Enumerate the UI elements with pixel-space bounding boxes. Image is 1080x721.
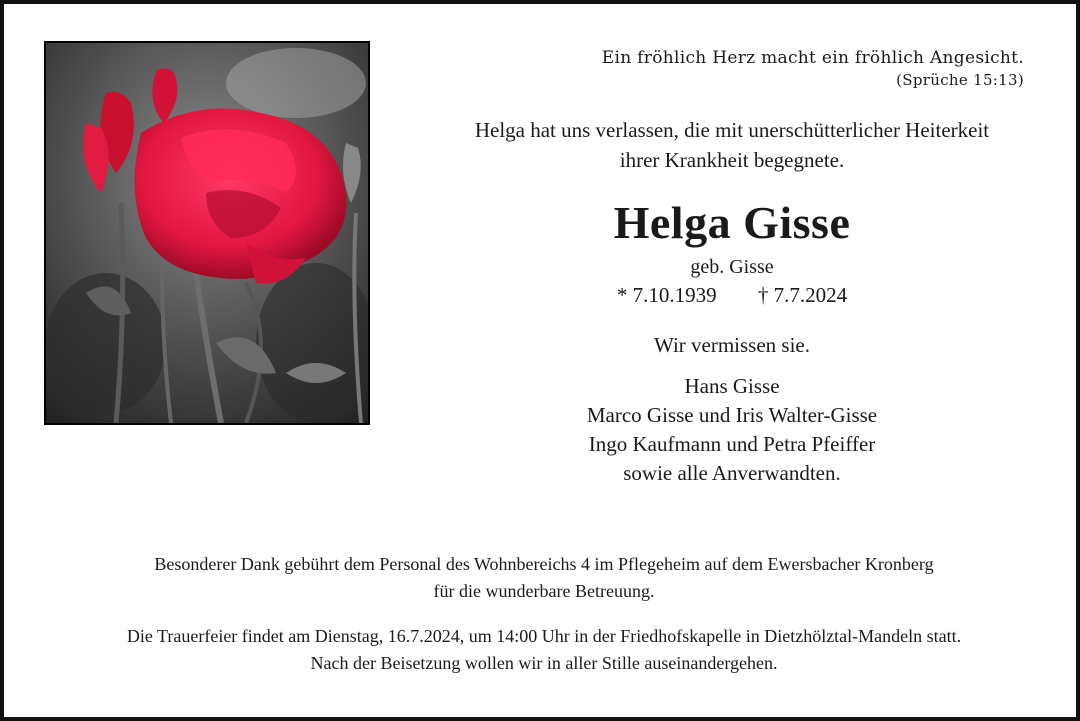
mourner-line: Ingo Kaufmann und Petra Pfeiffer [588,432,876,456]
intro-line-2: ihrer Krankheit begegnete. [619,148,845,172]
quote-text: Ein fröhlich Herz macht ein fröhlich Angesicht. [601,48,1024,68]
death-date: † 7.7.2024 [757,283,848,307]
life-dates [422,281,1042,309]
mourners-list [422,372,1042,488]
birth-date: * 7.10.1939 [616,283,717,307]
miss-text: Wir vermissen sie. [653,333,811,357]
ceremony-line-2: Nach der Beisetzung wollen wir in aller Stille auseinandergehen. [310,653,778,673]
rose-photo [44,41,370,425]
bible-quote [602,46,1024,90]
birth-name: geb. Gisse [690,256,774,278]
mourner-line: sowie alle Anverwandten. [623,461,841,485]
mourner-line: Hans Gisse [684,374,780,398]
thanks-text [4,551,1080,605]
ceremony-text [4,623,1080,677]
ceremony-line-1: Die Trauerfeier findet am Dienstag, 16.7.2024, um 14:00 Uhr in der Friedhofskapelle in Dietzhölztal-Mandeln statt. [126,626,962,646]
quote-reference: (Sprüche 15:13) [896,71,1024,89]
intro-line-1: Helga hat uns verlassen, die mit unerschütterlicher Heiterkeit [474,118,990,142]
deceased-name: Helga Gisse [613,197,851,248]
intro-text [422,115,1042,175]
mourner-line: Marco Gisse und Iris Walter-Gisse [586,403,878,427]
thanks-line-1: Besonderer Dank gebührt dem Personal des Wohnbereichs 4 im Pflegeheim auf dem Ewersbacher Kronberg [154,554,934,574]
red-rose-photo-icon [46,43,368,423]
thanks-line-2: für die wunderbare Betreuung. [433,581,655,601]
